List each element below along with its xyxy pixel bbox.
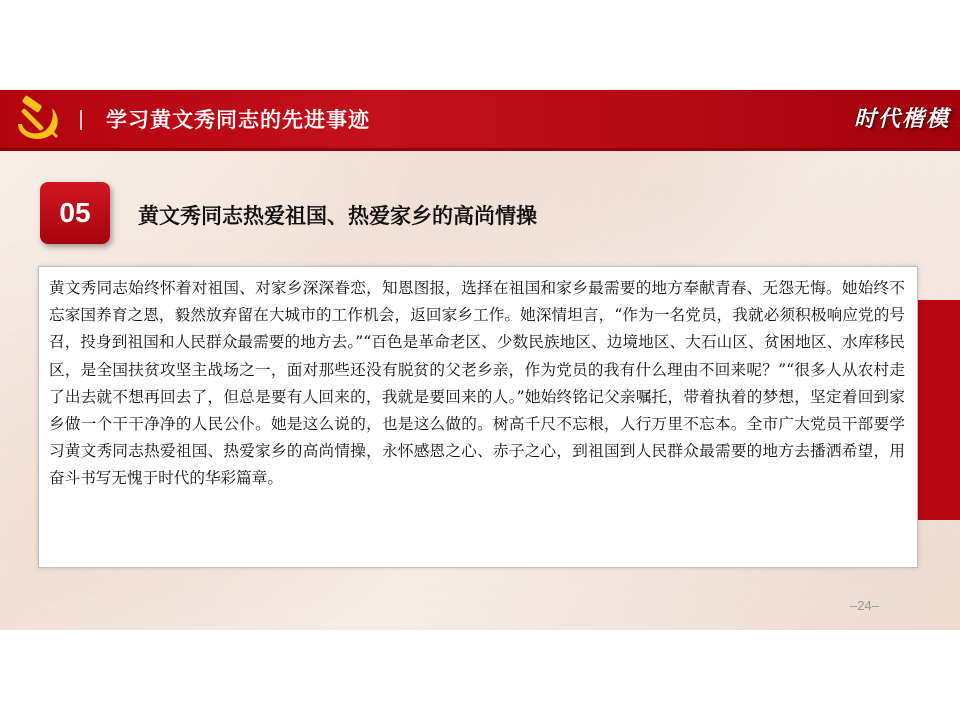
header-divider bbox=[80, 110, 82, 130]
section-number-badge: 05 bbox=[40, 182, 110, 244]
body-paragraph: 黄文秀同志始终怀着对祖国、对家乡深深眷恋，知恩图报，选择在祖国和家乡最需要的地方奉献青春、无怨无悔。她始终不忘家国养育之恩，毅然放弃留在大城市的工作机会，返回家乡工作。她深情坦言，“作为一名党员，我就必须积极响应党的号召，投身到祖国和人民群众最需要的地方去。”“百色是革命老区、少数民族地区、边境地区、大石山区、贫困地区、水库移民区，是全国扶贫攻坚主战场之一，面对那些还没有脱贫的父老乡亲，作为党员的我有什么理由不回来呢？”“很多人从农村走了出去就不想再回去了，但总是要有人回来的，我就是要回来的人。”她始终铭记父亲嘱托，带着执着的梦想，坚定着回到家乡做一个干干净净的人民公仆。她是这么说的，也是这么做的。树高千尺不忘根，人行万里不忘本。全市广大党员干部要学习黄文秀同志热爱祖国、热爱家乡的高尚情操，永怀感恩之心、赤子之心，到祖国到人民群众最需要的地方去播洒希望，用奋斗书写无愧于时代的华彩篇章。 bbox=[49, 279, 905, 488]
page-number: –24– bbox=[850, 598, 879, 613]
accent-bar bbox=[912, 300, 960, 520]
section-title: 黄文秀同志热爱祖国、热爱家乡的高尚情操 bbox=[138, 204, 537, 228]
body-text-box bbox=[38, 266, 918, 568]
header-bar bbox=[0, 90, 960, 151]
header-title: 学习黄文秀同志的先进事迹 bbox=[106, 108, 370, 132]
hammer-sickle-icon bbox=[10, 94, 62, 146]
logo: 时代楷模 bbox=[853, 106, 950, 132]
slide bbox=[0, 90, 960, 630]
